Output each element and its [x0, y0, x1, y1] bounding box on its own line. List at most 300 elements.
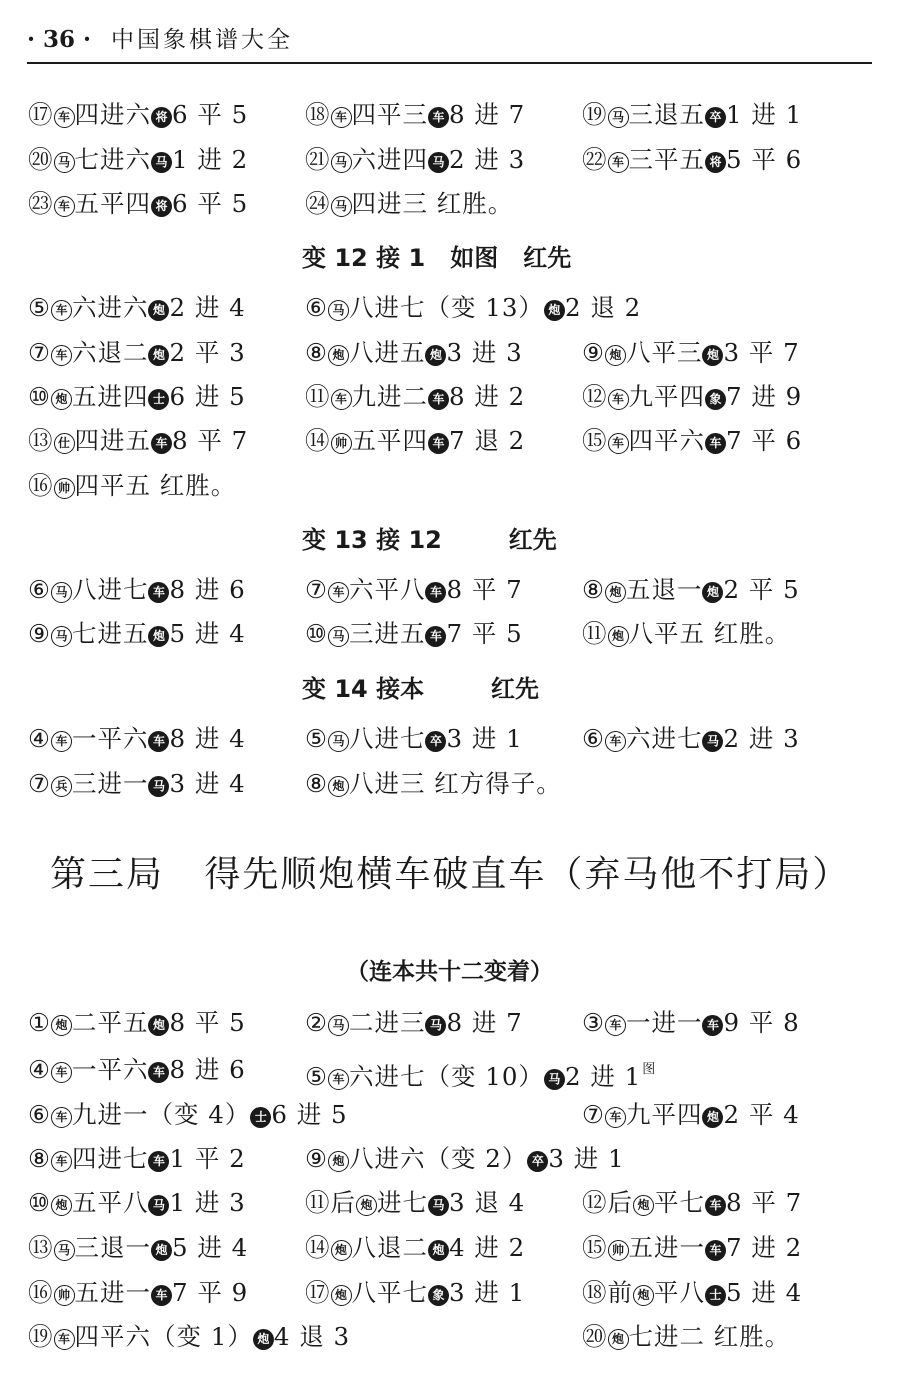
horse-piece-icon: 马 [331, 196, 352, 217]
move-line [0, 1228, 899, 1268]
cannon-piece-icon: 炮 [702, 1107, 723, 1128]
move-text: 四进六 [74, 100, 151, 129]
move-entry [305, 1139, 625, 1179]
cannon-piece-icon: 炮 [148, 345, 169, 366]
chariot-piece-icon: 车 [51, 1062, 72, 1083]
move-line [0, 614, 899, 654]
move-line [0, 1003, 899, 1043]
reply-text: 2 退 2 [564, 293, 642, 322]
move-line [0, 288, 899, 328]
move-line [0, 570, 899, 610]
cannon-piece-icon: 炮 [356, 1195, 377, 1216]
move-number: ⑥ [28, 1100, 51, 1129]
reply-text: 1 进 3 [169, 1188, 246, 1217]
chariot-piece-icon: 车 [54, 1329, 75, 1350]
move-entry [28, 1095, 348, 1135]
horse-piece-icon: 马 [544, 1069, 565, 1090]
cannon-piece-icon: 炮 [608, 1329, 629, 1350]
move-entry [305, 1003, 523, 1043]
soldier-piece-icon: 卒 [705, 107, 726, 128]
chariot-piece-icon: 车 [705, 433, 726, 454]
chariot-piece-icon: 车 [331, 389, 352, 410]
cannon-piece-icon: 炮 [148, 626, 169, 647]
move-line [0, 1139, 899, 1179]
cannon-piece-icon: 炮 [544, 300, 565, 321]
reply-text: 5 进 4 [169, 619, 246, 648]
move-text: 九平四 [625, 1100, 703, 1129]
move-number: ⑧ [28, 1144, 51, 1173]
move-entry [305, 764, 562, 804]
move-number: ⑱ [305, 100, 331, 129]
move-number: ㉔ [305, 189, 331, 218]
move-entry [582, 1095, 800, 1135]
chariot-piece-icon: 车 [148, 731, 169, 752]
reply-text: 2 进 1 [564, 1062, 642, 1091]
move-entry [28, 184, 248, 224]
move-line [0, 466, 899, 506]
horse-piece-icon: 马 [328, 1015, 349, 1036]
advisor-piece-icon: 仕 [54, 433, 75, 454]
reply-text: 6 进 5 [271, 1100, 348, 1129]
move-text: 八平三 [625, 338, 703, 367]
reply-text: 3 进 4 [169, 769, 246, 798]
move-text: 六进七 [625, 724, 703, 753]
move-number: ① [28, 1008, 51, 1037]
move-entry [582, 614, 790, 654]
move-entry [28, 95, 248, 135]
reply-text: 3 退 4 [449, 1188, 526, 1217]
move-entry [582, 377, 802, 417]
move-text: 八进七 [71, 575, 149, 604]
game-title: 第三局 得先顺炮横车破直车（弃马他不打局） [50, 854, 851, 895]
chariot-piece-icon: 车 [331, 107, 352, 128]
move-entry [305, 421, 525, 461]
move-entry [582, 95, 802, 135]
move-text: 四平六（变 1） [74, 1322, 253, 1351]
general-piece-icon: 将 [151, 196, 172, 217]
chariot-piece-icon: 车 [51, 345, 72, 366]
reply-text: 7 进 9 [726, 382, 803, 411]
move-number: ⑥ [28, 575, 51, 604]
cannon-piece-icon: 炮 [148, 1015, 169, 1036]
move-text: 七进二 [628, 1322, 705, 1351]
move-text: 五进一 [628, 1233, 705, 1262]
reply-text: 6 平 5 [172, 189, 249, 218]
move-number: ⑭ [305, 1233, 331, 1262]
move-entry [28, 719, 246, 759]
cannon-piece-icon: 炮 [605, 582, 626, 603]
move-number: ⑦ [28, 338, 51, 367]
move-text: 五平四 [74, 189, 151, 218]
move-number: ⑪ [582, 619, 608, 648]
move-text: 九进一（变 4） [71, 1100, 251, 1129]
book-title: 中国象棋谱大全 [111, 27, 294, 53]
move-text: 三退五 [628, 100, 705, 129]
move-entry [28, 333, 246, 373]
pawn-piece-icon: 兵 [51, 776, 72, 797]
chariot-piece-icon: 车 [148, 582, 169, 603]
move-entry [28, 466, 236, 506]
reply-text: 8 进 6 [169, 1055, 246, 1084]
elephant-piece-icon: 象 [705, 389, 726, 410]
horse-piece-icon: 马 [702, 731, 723, 752]
cannon-piece-icon: 炮 [51, 1015, 72, 1036]
page-number: · 36 · [27, 26, 92, 53]
chariot-piece-icon: 车 [605, 1015, 626, 1036]
move-entry [305, 1273, 525, 1313]
move-entry [305, 288, 641, 328]
reply-text: 7 平 9 [172, 1278, 249, 1307]
chariot-piece-icon: 车 [608, 389, 629, 410]
move-text: 九进二 [351, 382, 428, 411]
move-text: 四进七 [71, 1144, 149, 1173]
move-number: ⑲ [582, 100, 608, 129]
page-header [27, 22, 872, 64]
move-entry [305, 1050, 656, 1090]
reply-text: 6 进 5 [169, 382, 246, 411]
move-entry [582, 719, 800, 759]
move-number: ㉓ [28, 189, 54, 218]
move-text: 一平六 [71, 724, 149, 753]
move-text: 六进七（变 10） [348, 1062, 544, 1091]
move-entry [582, 1003, 800, 1043]
reply-text: 3 进 1 [548, 1144, 625, 1173]
move-number: ⑤ [305, 724, 328, 753]
move-text: 八平五 [628, 619, 705, 648]
chariot-piece-icon: 车 [428, 389, 449, 410]
move-line [0, 1050, 899, 1090]
move-text: 三平五 [628, 145, 705, 174]
reply-text: 8 进 7 [446, 1008, 523, 1037]
cannon-piece-icon: 炮 [328, 776, 349, 797]
move-text: 八进七（变 13） [348, 293, 544, 322]
move-entry [305, 1183, 525, 1223]
move-entry [582, 333, 800, 373]
move-number: ⑮ [582, 426, 608, 455]
move-entry [28, 1228, 248, 1268]
chariot-piece-icon: 车 [605, 1107, 626, 1128]
reply-text: 7 退 2 [449, 426, 526, 455]
move-line [0, 95, 899, 135]
move-number: ⑧ [305, 769, 328, 798]
move-entry [582, 1183, 802, 1223]
move-number: ⑪ [305, 1188, 331, 1217]
move-entry [305, 95, 525, 135]
chariot-piece-icon: 车 [705, 1195, 726, 1216]
move-line [0, 421, 899, 461]
move-number: ⑤ [28, 293, 51, 322]
reply-text: 红方得子。 [425, 769, 562, 798]
move-text: 七进六 [74, 145, 151, 174]
move-text: 四进三 [351, 189, 428, 218]
reply-text: 红胜。 [705, 1322, 791, 1351]
move-number: ⑲ [28, 1322, 54, 1351]
advisor-piece-icon: 士 [705, 1285, 726, 1306]
reply-text: 8 进 6 [169, 575, 246, 604]
reply-text: 2 平 4 [723, 1100, 800, 1129]
move-text: 八进三 [348, 769, 426, 798]
move-number: ⑳ [582, 1322, 608, 1351]
chariot-piece-icon: 车 [425, 582, 446, 603]
cannon-piece-icon: 炮 [148, 300, 169, 321]
move-text: 一平六 [71, 1055, 149, 1084]
cannon-piece-icon: 炮 [605, 345, 626, 366]
move-entry [28, 140, 248, 180]
reply-text: 1 平 2 [169, 1144, 246, 1173]
reply-text: 2 进 3 [449, 145, 526, 174]
horse-piece-icon: 马 [428, 1195, 449, 1216]
move-text: 三退一 [74, 1233, 151, 1262]
cannon-piece-icon: 炮 [151, 1240, 172, 1261]
chariot-piece-icon: 车 [148, 1151, 169, 1172]
move-entry [305, 614, 523, 654]
move-entry [582, 1228, 802, 1268]
move-entry [582, 1317, 790, 1357]
move-number: ⑮ [582, 1233, 608, 1262]
horse-piece-icon: 马 [54, 1240, 75, 1261]
move-number: ⑳ [28, 145, 54, 174]
chariot-piece-icon: 车 [151, 433, 172, 454]
move-entry [305, 1228, 525, 1268]
advisor-piece-icon: 士 [148, 389, 169, 410]
move-entry [28, 377, 246, 417]
horse-piece-icon: 马 [425, 1015, 446, 1036]
move-entry [305, 184, 513, 224]
move-number: ⑧ [582, 575, 605, 604]
move-number: ⑪ [305, 382, 331, 411]
move-text: 平七 [654, 1188, 705, 1217]
move-text: 六进六 [71, 293, 149, 322]
move-text: 四平三 [351, 100, 428, 129]
horse-piece-icon: 马 [328, 626, 349, 647]
move-entry [28, 1003, 246, 1043]
variation-heading: 变 14 接本 红先 [302, 675, 539, 703]
move-number: ⑨ [305, 1144, 328, 1173]
horse-piece-icon: 马 [148, 1195, 169, 1216]
horse-piece-icon: 马 [331, 152, 352, 173]
move-text: 二进三 [348, 1008, 426, 1037]
move-text: 三进一 [71, 769, 149, 798]
general-piece-icon: 将 [705, 152, 726, 173]
variation-heading: 变 12 接 1 如图 红先 [302, 244, 572, 272]
move-text: 平八 [654, 1278, 705, 1307]
move-number: ⑱ [582, 1278, 608, 1307]
move-entry [305, 377, 525, 417]
chariot-piece-icon: 车 [151, 1285, 172, 1306]
move-text: 三进五 [348, 619, 426, 648]
cannon-piece-icon: 炮 [428, 1240, 449, 1261]
variation-heading: 变 13 接 12 红先 [302, 526, 557, 554]
move-number: ⑧ [305, 338, 328, 367]
chariot-piece-icon: 车 [54, 107, 75, 128]
move-entry [582, 570, 800, 610]
move-entry [305, 333, 523, 373]
reply-text: 2 平 5 [723, 575, 800, 604]
horse-piece-icon: 马 [51, 626, 72, 647]
general-piece-icon: 将 [151, 107, 172, 128]
move-entry [28, 764, 246, 804]
chariot-piece-icon: 车 [54, 196, 75, 217]
cannon-piece-icon: 炮 [331, 1240, 352, 1261]
move-text: 八进五 [348, 338, 426, 367]
reply-text: 3 进 1 [446, 724, 523, 753]
move-text: 五进一 [74, 1278, 151, 1307]
move-entry [28, 614, 246, 654]
move-line [0, 1273, 899, 1313]
move-number: ⑦ [305, 575, 328, 604]
reply-text: 红胜。 [705, 619, 791, 648]
advisor-piece-icon: 士 [250, 1107, 271, 1128]
reply-text: 3 进 3 [446, 338, 523, 367]
reply-text: 2 进 3 [723, 724, 800, 753]
move-text: 二平五 [71, 1008, 149, 1037]
reply-text: 2 进 4 [169, 293, 246, 322]
soldier-piece-icon: 卒 [425, 731, 446, 752]
chariot-piece-icon: 车 [605, 731, 626, 752]
move-text: 九平四 [628, 382, 705, 411]
move-text: 五进四 [71, 382, 149, 411]
move-number: ⑩ [305, 619, 328, 648]
chariot-piece-icon: 车 [425, 626, 446, 647]
chariot-piece-icon: 车 [51, 731, 72, 752]
move-number: ⑬ [28, 426, 54, 455]
move-entry [582, 1273, 802, 1313]
move-entry [305, 570, 523, 610]
horse-piece-icon: 马 [608, 107, 629, 128]
horse-piece-icon: 马 [328, 731, 349, 752]
move-entry [582, 421, 802, 461]
move-line [0, 333, 899, 373]
horse-piece-icon: 马 [151, 152, 172, 173]
move-text: 六平八 [348, 575, 426, 604]
chariot-piece-icon: 车 [428, 107, 449, 128]
reply-text: 3 进 1 [449, 1278, 526, 1307]
cannon-piece-icon: 炮 [608, 626, 629, 647]
piece-prefix: 后 [330, 1188, 356, 1217]
move-number: ④ [28, 1055, 51, 1084]
reply-text: 8 进 7 [449, 100, 526, 129]
horse-piece-icon: 马 [148, 776, 169, 797]
move-number: ⑯ [28, 1278, 54, 1307]
reply-text: 1 进 1 [726, 100, 803, 129]
piece-prefix: 后 [607, 1188, 633, 1217]
chariot-piece-icon: 车 [328, 582, 349, 603]
move-number: ③ [582, 1008, 605, 1037]
reply-text: 3 平 7 [723, 338, 800, 367]
move-number: ⑫ [582, 382, 608, 411]
chariot-piece-icon: 车 [705, 1240, 726, 1261]
reply-text: 2 平 3 [169, 338, 246, 367]
move-entry [28, 1183, 246, 1223]
cannon-piece-icon: 炮 [633, 1195, 654, 1216]
marshal-piece-icon: 帅 [54, 1285, 75, 1306]
move-entry [28, 570, 246, 610]
move-entry [305, 140, 525, 180]
chariot-piece-icon: 车 [428, 433, 449, 454]
cannon-piece-icon: 炮 [328, 345, 349, 366]
cannon-piece-icon: 炮 [425, 345, 446, 366]
move-text: 八进六（变 2） [348, 1144, 528, 1173]
move-entry [28, 1139, 246, 1179]
move-text: 四进五 [74, 426, 151, 455]
move-entry [305, 719, 523, 759]
move-line [0, 719, 899, 759]
move-number: ④ [28, 724, 51, 753]
move-line [0, 1317, 899, 1357]
move-line [0, 764, 899, 804]
reply-text: 8 平 7 [726, 1188, 803, 1217]
move-text: 四平六 [628, 426, 705, 455]
reply-text: 4 退 3 [273, 1322, 351, 1351]
move-text: 八退二 [351, 1233, 428, 1262]
chariot-piece-icon: 车 [51, 300, 72, 321]
reply-text: 红胜。 [428, 189, 514, 218]
horse-piece-icon: 马 [328, 300, 349, 321]
chariot-piece-icon: 车 [608, 152, 629, 173]
move-text: 八平七 [351, 1278, 428, 1307]
reply-text: 8 平 7 [446, 575, 523, 604]
chariot-piece-icon: 车 [51, 1107, 72, 1128]
horse-piece-icon: 马 [51, 582, 72, 603]
move-line [0, 140, 899, 180]
reply-text: 7 平 6 [726, 426, 803, 455]
move-entry [582, 140, 802, 180]
move-text: 五平八 [71, 1188, 149, 1217]
move-number: ⑨ [582, 338, 605, 367]
reply-text: 6 平 5 [172, 100, 249, 129]
reply-text: 7 进 2 [726, 1233, 803, 1262]
move-entry [28, 1050, 246, 1090]
reply-text: 4 进 2 [449, 1233, 526, 1262]
move-number: ⑦ [28, 769, 51, 798]
chariot-piece-icon: 车 [51, 1151, 72, 1172]
chariot-piece-icon: 车 [328, 1069, 349, 1090]
move-number: ⑭ [305, 426, 331, 455]
reply-text: 8 平 5 [169, 1008, 246, 1037]
move-entry [28, 288, 246, 328]
chariot-piece-icon: 车 [608, 433, 629, 454]
move-text: 一进一 [625, 1008, 703, 1037]
move-text: 七进五 [71, 619, 149, 648]
reply-text: 7 平 5 [446, 619, 523, 648]
move-number: ⑩ [28, 382, 51, 411]
move-entry [28, 1273, 248, 1313]
move-number: ⑤ [305, 1062, 328, 1091]
marshal-piece-icon: 帅 [608, 1240, 629, 1261]
move-number: ⑫ [582, 1188, 608, 1217]
reply-text: 5 进 4 [726, 1278, 803, 1307]
move-number: ⑨ [28, 619, 51, 648]
cannon-piece-icon: 炮 [51, 389, 72, 410]
chariot-piece-icon: 车 [702, 1015, 723, 1036]
move-number: ② [305, 1008, 328, 1037]
move-line [0, 377, 899, 417]
move-number: ⑰ [305, 1278, 331, 1307]
move-line [0, 184, 899, 224]
chariot-piece-icon: 车 [148, 1062, 169, 1083]
move-number: ⑥ [305, 293, 328, 322]
move-number: ⑦ [582, 1100, 605, 1129]
reply-text: 8 进 4 [169, 724, 246, 753]
reply-text: 红胜。 [151, 471, 237, 500]
cannon-piece-icon: 炮 [51, 1195, 72, 1216]
cannon-piece-icon: 炮 [702, 345, 723, 366]
horse-piece-icon: 马 [54, 152, 75, 173]
cannon-piece-icon: 炮 [328, 1151, 349, 1172]
horse-piece-icon: 马 [428, 152, 449, 173]
move-text: 五退一 [625, 575, 703, 604]
move-number: ⑯ [28, 471, 54, 500]
